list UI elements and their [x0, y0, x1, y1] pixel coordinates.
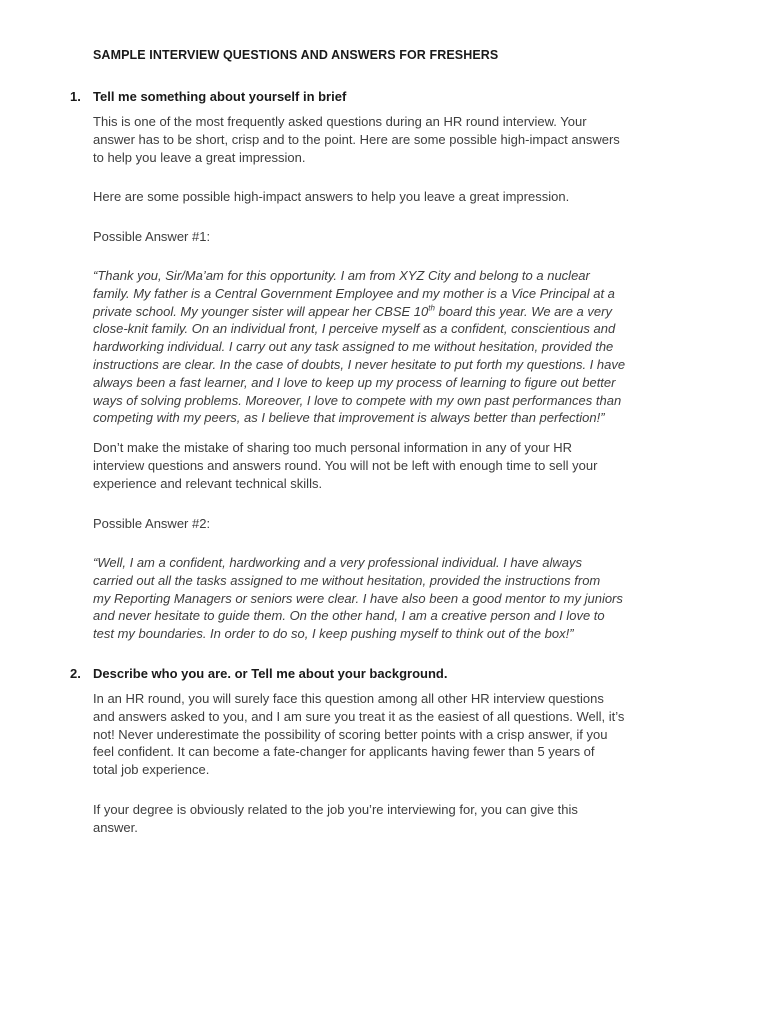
- question-2-heading: [70, 666, 447, 681]
- text-line: experience and relevant technical skills.: [93, 475, 323, 491]
- text-fragment: board this year. We are a very: [434, 303, 612, 319]
- text-line: competing with my peers, as I believe that improvement is always better than perfection!”: [93, 410, 605, 426]
- q1-repeat-paragraph: [93, 188, 683, 206]
- superscript: th: [428, 303, 435, 313]
- text-fragment: private school. My younger sister will appear her CBSE 10: [93, 303, 429, 319]
- q2-followup-paragraph: [93, 801, 683, 837]
- q2-intro-paragraph: [93, 690, 683, 779]
- text-line: Here are some possible high-impact answers to help you leave a great impression.: [93, 189, 570, 204]
- text-line: close-knit family. On an individual front, I perceive myself as a confident, conscientious and: [93, 321, 616, 337]
- text-line: total job experience.: [93, 762, 210, 778]
- text-line: answer.: [93, 819, 138, 835]
- text-line: carried out all the tasks assigned to me without hesitation, provided the instructions from: [93, 572, 601, 588]
- answer-1-label: [93, 228, 683, 246]
- question-1-number: 1.: [70, 89, 81, 104]
- text-line: hardworking individual. I carry out any task assigned to me without hesitation, provided the: [93, 339, 614, 355]
- q1-advice-paragraph: [93, 439, 683, 492]
- text-line: ways of solving problems. Moreover, I love to compete with my own past performances than: [93, 392, 622, 408]
- text-line: “Thank you, Sir/Ma’am for this opportunity. I am from XYZ City and belong to a nuclear: [93, 268, 590, 283]
- text-line: Don’t make the mistake of sharing too much personal information in any of your HR: [93, 440, 573, 455]
- text-line: to help you leave a great impression.: [93, 149, 306, 165]
- q1-intro-paragraph: [93, 113, 683, 166]
- document-title: SAMPLE INTERVIEW QUESTIONS AND ANSWERS FOR FRESHERS: [93, 48, 499, 62]
- text-line: feel confident. It can become a fate-changer for applicants having fewer than 5 years of: [93, 744, 595, 760]
- text-line: This is one of the most frequently asked questions during an HR round interview. Your: [93, 114, 587, 129]
- text-line: instructions are clear. In the case of doubts, I never hesitate to put forth my questions. I have: [93, 356, 626, 372]
- text-line: and never hesitate to guide them. On the other hand, I am a creative person and I love to: [93, 608, 605, 624]
- question-2-number: 2.: [70, 666, 81, 681]
- text-line: [93, 303, 683, 321]
- text-line: In an HR round, you will surely face this question among all other HR interview questions: [93, 691, 604, 706]
- text-line: Possible Answer #1:: [93, 229, 211, 244]
- text-line: answer has to be short, crisp and to the point. Here are some possible high-impact answers: [93, 131, 620, 147]
- text-line: test my boundaries. In order to do so, I keep pushing myself to think out of the box!”: [93, 626, 574, 642]
- text-line: my Reporting Managers or seniors were clear. I have also been a good mentor to my juniors: [93, 590, 623, 606]
- text-line: always been a fast learner, and I love to keep up my process of learning to figure out better: [93, 374, 616, 390]
- text-line: “Well, I am a confident, hardworking and a very professional individual. I have always: [93, 555, 582, 570]
- text-line: not! Never underestimate the possibility of scoring better points with a crisp answer, if you: [93, 726, 608, 742]
- answer-2-quote: [93, 554, 683, 643]
- text-line: family. My father is a Central Government Employee and my mother is a Vice Principal at a: [93, 285, 615, 301]
- text-line: and answers asked to you, and I am sure you treat it as the easiest of all questions. Well, it’s: [93, 708, 625, 724]
- question-2-title: Describe who you are. or Tell me about your background.: [93, 666, 448, 681]
- text-line: If your degree is obviously related to the job you’re interviewing for, you can give this: [93, 802, 578, 817]
- question-1-heading: [70, 89, 346, 104]
- answer-2-label: [93, 515, 683, 533]
- question-1-title: Tell me something about yourself in brief: [93, 89, 347, 104]
- text-line: interview questions and answers round. You will not be left with enough time to sell your: [93, 457, 598, 473]
- text-line: Possible Answer #2:: [93, 516, 211, 531]
- answer-1-quote: [93, 267, 683, 427]
